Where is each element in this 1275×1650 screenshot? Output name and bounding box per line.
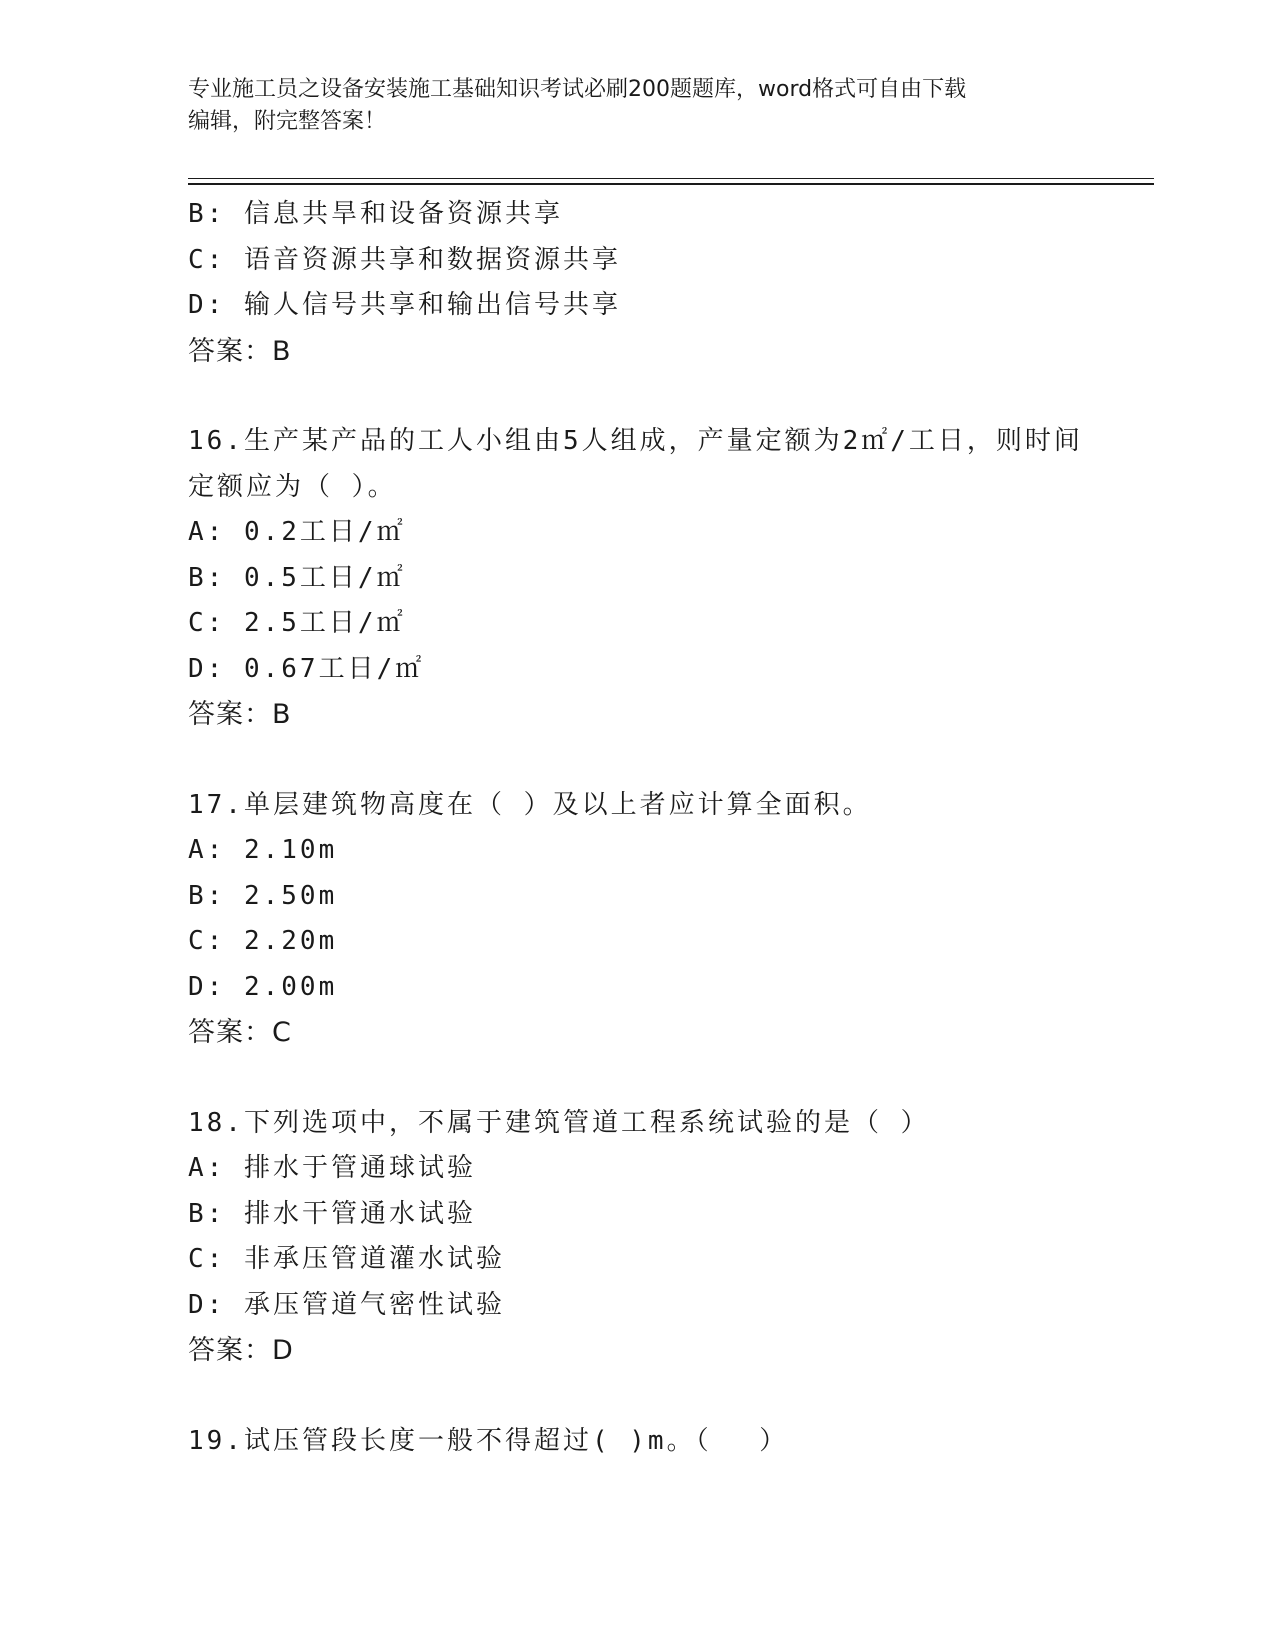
answer-label: 答案：C <box>188 1017 292 1048</box>
question-19 <box>188 1419 1148 1465</box>
question-stem: 18.下列选项中，不属于建筑管道工程系统试验的是（ ） <box>188 1107 930 1138</box>
option-b: B: 2.50m <box>188 880 338 911</box>
answer-label: 答案：B <box>188 335 292 367</box>
option-c: C: 非承压管道灌水试验 <box>188 1244 505 1274</box>
answer-label: 答案：B <box>188 699 292 730</box>
option-d: D: 输人信号共享和输出信号共享 <box>188 290 621 320</box>
question-list <box>188 192 1148 1464</box>
question-16 <box>188 419 1148 738</box>
question-stem: 17.单层建筑物高度在（ ）及以上者应计算全面积。 <box>188 789 872 820</box>
option-c: C: 2.20m <box>188 926 338 956</box>
option-c: C: 2.5工日/㎡ <box>188 608 406 638</box>
option-a: A: 2.10m <box>188 835 338 865</box>
question-15 <box>188 192 1148 374</box>
document-header <box>188 74 1088 138</box>
option-d: D: 2.00m <box>188 971 338 1002</box>
option-d: D: 0.67工日/㎡ <box>188 653 425 684</box>
spacer <box>188 1374 1148 1419</box>
option-b: B: 排水干管通水试验 <box>188 1198 476 1229</box>
question-17 <box>188 783 1148 1056</box>
option-a: A: 排水于管通球试验 <box>188 1153 476 1183</box>
question-stem-line-1: 16.生产某产品的工人小组由5人组成，产量定额为2㎡/工日，则时间 <box>188 426 1083 456</box>
spacer <box>188 738 1148 783</box>
header-title-line-1: 专业施工员之设备安装施工基础知识考试必刷200题题库，word格式可自由下载 <box>188 77 967 102</box>
spacer <box>188 374 1148 419</box>
header-title-line-2: 编辑，附完整答案！ <box>188 109 387 134</box>
header-divider-thick <box>188 183 1154 185</box>
option-a: A: 0.2工日/㎡ <box>188 517 406 547</box>
answer-label: 答案：D <box>188 1335 294 1366</box>
option-b: B: 信息共旱和设备资源共享 <box>188 199 563 229</box>
option-b: B: 0.5工日/㎡ <box>188 562 406 593</box>
question-stem: 19.试压管段长度一般不得超过( )m。（ ） <box>188 1425 789 1456</box>
header-divider-thin <box>188 178 1154 179</box>
option-c: C: 语音资源共享和数据资源共享 <box>188 244 621 275</box>
option-d: D: 承压管道气密性试验 <box>188 1289 505 1320</box>
spacer <box>188 1056 1148 1101</box>
question-stem-line-2: 定额应为（ ）。 <box>188 471 397 502</box>
question-18 <box>188 1101 1148 1374</box>
